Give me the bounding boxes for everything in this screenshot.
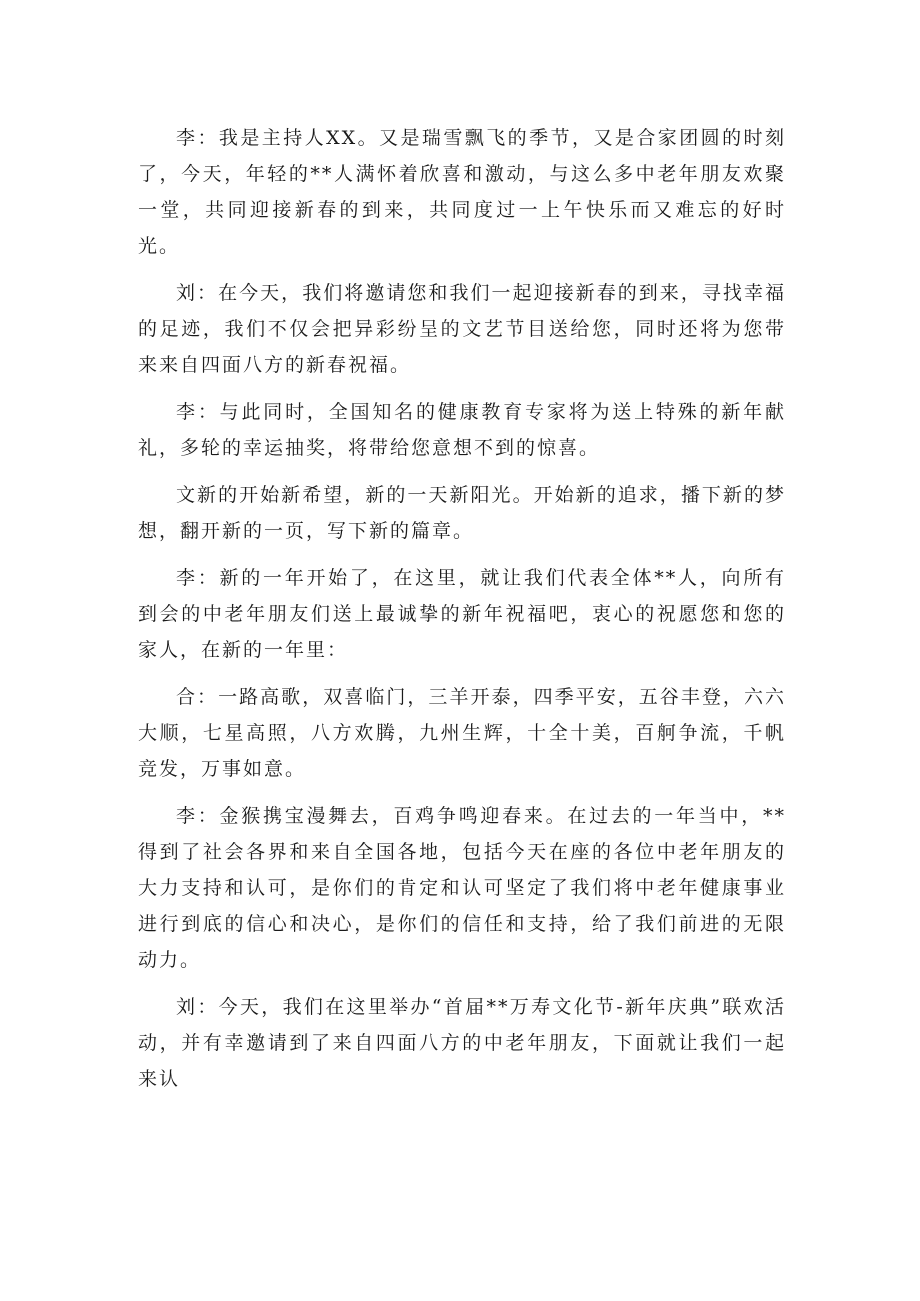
paragraph-7: 李：金猴携宝漫舞去，百鸡争鸣迎春来。在过去的一年当中，**得到了社会各界和来自全国各地，包括今天在座的各位中老年朋友的大力支持和认可，是你们的肯定和认可坚定了我们将中老年健康事业进行到底的信心和决心，是你们的信任和支持，给了我们前进的无限动力。 [138,805,786,971]
paragraph-3: 李：与此同时，全国知名的健康教育专家将为送上特殊的新年献礼，多轮的幸运抽奖，将带给您意想不到的惊喜。 [138,401,786,459]
paragraph-6: 合：一路高歌，双喜临门，三羊开泰，四季平安，五谷丰登，六六大顺，七星高照，八方欢腾，九州生辉，十全十美，百舸争流，千帆竞发，万事如意。 [138,686,786,780]
document-body [138,120,786,1108]
paragraph-1: 李：我是主持人XX。又是瑞雪飘飞的季节，又是合家团圆的时刻了，今天，年轻的**人满怀着欣喜和激动，与这么多中老年朋友欢聚一堂，共同迎接新春的到来，共同度过一上午快乐而又难忘的好时光。 [138,127,786,257]
paragraph-2: 刘：在今天，我们将邀请您和我们一起迎接新春的到来，寻找幸福的足迹，我们不仅会把异彩纷呈的文艺节目送给您，同时还将为您带来来自四面八方的新春祝福。 [138,282,786,376]
paragraph-5: 李：新的一年开始了，在这里，就让我们代表全体**人，向所有到会的中老年朋友们送上最诚挚的新年祝福吧，衷心的祝愿您和您的家人，在新的一年里： [138,567,786,661]
paragraph-4: 文新的开始新希望，新的一天新阳光。开始新的追求，播下新的梦想，翻开新的一页，写下新的篇章。 [138,484,786,542]
paragraph-8: 刘：今天，我们在这里举办“首届**万寿文化节-新年庆典”联欢活动，并有幸邀请到了来自四面八方的中老年朋友，下面就让我们一起来认 [138,996,786,1090]
